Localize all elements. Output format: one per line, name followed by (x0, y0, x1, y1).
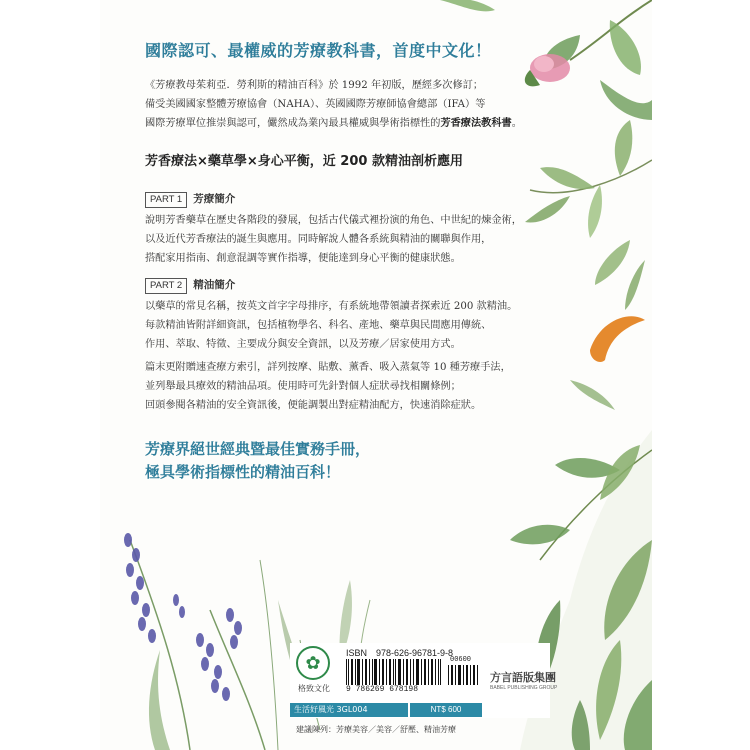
book-back-cover (100, 0, 652, 750)
part-line: 每款精油皆附詳細資訊，包括植物學名、科名、產地、藥草與民間應用傳統、 (145, 320, 492, 331)
publisher-name-en: BABEL PUBLISHING GROUP (490, 685, 558, 691)
intro-line: 備受美國國家整體芳療協會（NAHA）、英國國際芳療師協會總部（IFA）等 (145, 99, 486, 110)
barcode-panel (290, 643, 558, 718)
part-heading (145, 190, 605, 209)
series-label: 生活好風光 3GL004 (290, 703, 408, 717)
intro-line (145, 114, 605, 133)
subheading: 芳香療法×藥草學×身心平衡，近 200 款精油剖析應用 (145, 154, 463, 169)
intro-line-text: 國際芳療單位推崇與認可，儼然成為業內最具權威與學術指標性的 (145, 118, 441, 129)
publisher-logo-icon: ✿ (296, 646, 330, 680)
part-label: PART 1 (145, 192, 187, 208)
part-title: 精油簡介 (193, 279, 236, 291)
intro-line: 《芳療教母茱莉亞．勞利斯的精油百科》於 1992 年初版，歷經多次修訂； (145, 80, 484, 91)
part-label: PART 2 (145, 278, 187, 294)
logo-name: 格致文化 (298, 684, 330, 693)
part-2-section (145, 276, 605, 354)
part-title: 芳療簡介 (193, 193, 236, 205)
intro-paragraph (145, 76, 605, 133)
addon-barcode-icon (448, 665, 478, 685)
publisher-logo (290, 643, 338, 701)
part-heading (145, 276, 605, 295)
headline: 國際認可、最權威的芳療教科書，首度中文化！ (145, 41, 492, 60)
price-label: NT$ 600 (410, 703, 482, 717)
intro-end: 。 (511, 118, 522, 129)
intro-emphasis: 芳香療法教科書 (440, 117, 512, 129)
part-line: 搭配家用指南、創意混調等實作指導，便能達到身心平衡的健康狀態。 (145, 253, 461, 264)
part-line: 作用、萃取、特徵、主要成分與安全資訊，以及芳療／居家使用方式。 (145, 339, 461, 350)
shelving-category: 建議陳列：芳療美容／美容／舒壓、精油芳療 (296, 725, 456, 734)
part-line: 以藥草的常見名稱，按英文首字字母排序，有系統地帶領讀者探索近 200 款精油。 (145, 301, 518, 312)
closing-line: 並列舉最具療效的精油品項。使用時可先針對個人症狀尋找相關條例； (145, 381, 461, 392)
barcode-icon (346, 659, 442, 685)
closing-line: 回頭參閱各精油的安全資訊後，便能調製出對症精油配方，快速消除症狀。 (145, 400, 482, 411)
addon-digits: 00600 (450, 656, 472, 664)
closing-line: 篇末更附贈速查療方索引，詳列按摩、貼敷、薰香、吸入蒸氣等 10 種芳療手法， (145, 362, 511, 373)
part-line: 以及近代芳香療法的誕生與應用。同時解說人體各系統與精油的關聯與作用， (145, 234, 492, 245)
isbn-label: ISBN 978-626-96781-9-8 (346, 648, 454, 658)
part-line: 說明芳香藥草在歷史各階段的發展，包括古代儀式裡扮演的角色、中世紀的煉金術， (145, 215, 522, 226)
barcode-digits: 9 786269 678198 (346, 685, 419, 694)
tagline (145, 438, 370, 484)
part-1-section (145, 190, 605, 268)
closing-paragraph (145, 358, 605, 415)
tagline-line: 極具學術指標性的精油百科！ (145, 463, 341, 481)
publisher-name: 方言語版集團 (490, 671, 556, 684)
tagline-line: 芳療界絕世經典暨最佳實務手冊， (145, 440, 371, 458)
